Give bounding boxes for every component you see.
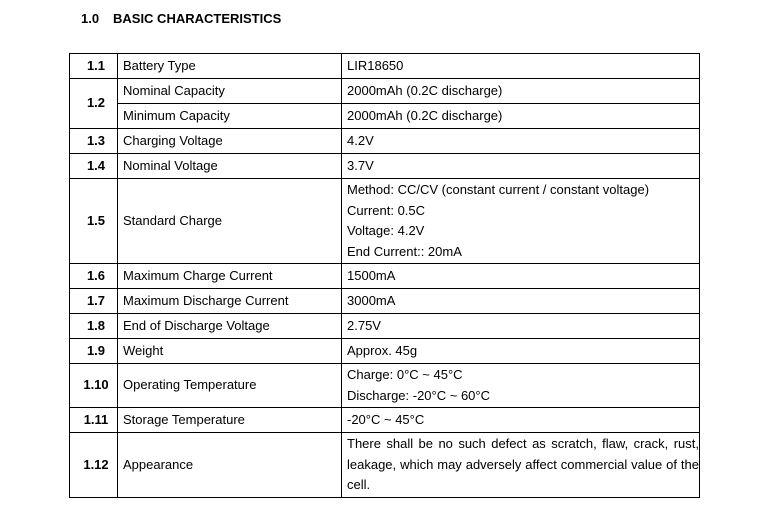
table-row [70, 289, 700, 314]
value-line: Voltage: 4.2V [347, 223, 425, 238]
param-label: Weight [118, 339, 342, 364]
row-index: 1.2 [70, 79, 118, 129]
param-value: 2000mAh (0.2C discharge) [342, 79, 700, 104]
row-index: 1.8 [70, 314, 118, 339]
param-label: Nominal Voltage [118, 154, 342, 179]
section-number: 1.0 [81, 11, 100, 26]
param-label: Charging Voltage [118, 129, 342, 154]
table-row [70, 179, 700, 264]
value-line: Current: 0.5C [347, 202, 426, 218]
param-value: Approx. 45g [342, 339, 700, 364]
param-value: 2000mAh (0.2C discharge) [342, 104, 700, 129]
table-row [70, 314, 700, 339]
value-line: End Current:: 20mA [347, 243, 462, 259]
param-value [342, 179, 700, 264]
param-value [342, 364, 700, 408]
param-value: 2.75V [342, 314, 700, 339]
param-label: Minimum Capacity [118, 104, 342, 129]
row-index: 1.1 [70, 54, 118, 79]
table-row [70, 264, 700, 289]
table-row [70, 154, 700, 179]
appearance-text: There shall be no such defect as scratch, flaw, crack, rust, leakage, which may adversely affect commercial value of the cell. [347, 436, 699, 492]
row-index: 1.9 [70, 339, 118, 364]
param-label: Appearance [118, 433, 342, 498]
table-row [70, 79, 700, 104]
value-line: Discharge: -20°C ~ 60°C [347, 387, 490, 403]
param-label: Battery Type [118, 54, 342, 79]
value-line: Charge: 0°C ~ 45°C [347, 367, 463, 382]
param-value: 3000mA [342, 289, 700, 314]
row-index: 1.12 [70, 433, 118, 498]
param-value: 1500mA [342, 264, 700, 289]
param-label: Nominal Capacity [118, 79, 342, 104]
param-value [342, 433, 700, 498]
table-row [70, 339, 700, 364]
table-row [70, 408, 700, 433]
row-index: 1.3 [70, 129, 118, 154]
param-value: 4.2V [342, 129, 700, 154]
row-index: 1.4 [70, 154, 118, 179]
param-label: Operating Temperature [118, 364, 342, 408]
param-label: End of Discharge Voltage [118, 314, 342, 339]
section-title: BASIC CHARACTERISTICS [113, 11, 282, 26]
row-index: 1.11 [70, 408, 118, 433]
table-row [70, 54, 700, 79]
table-row [70, 364, 700, 408]
param-value: 3.7V [342, 154, 700, 179]
param-label: Maximum Discharge Current [118, 289, 342, 314]
table-row [70, 129, 700, 154]
table-row [70, 433, 700, 498]
row-index: 1.6 [70, 264, 118, 289]
param-value: -20°C ~ 45°C [342, 408, 700, 433]
table-row [70, 104, 700, 129]
param-label: Storage Temperature [118, 408, 342, 433]
param-label: Maximum Charge Current [118, 264, 342, 289]
section-heading [81, 11, 281, 26]
param-label: Standard Charge [118, 179, 342, 264]
value-line: Method: CC/CV (constant current / constant voltage) [347, 182, 650, 197]
param-value: LIR18650 [342, 54, 700, 79]
row-index: 1.5 [70, 179, 118, 264]
row-index: 1.7 [70, 289, 118, 314]
characteristics-table [69, 53, 700, 498]
row-index: 1.10 [70, 364, 118, 408]
